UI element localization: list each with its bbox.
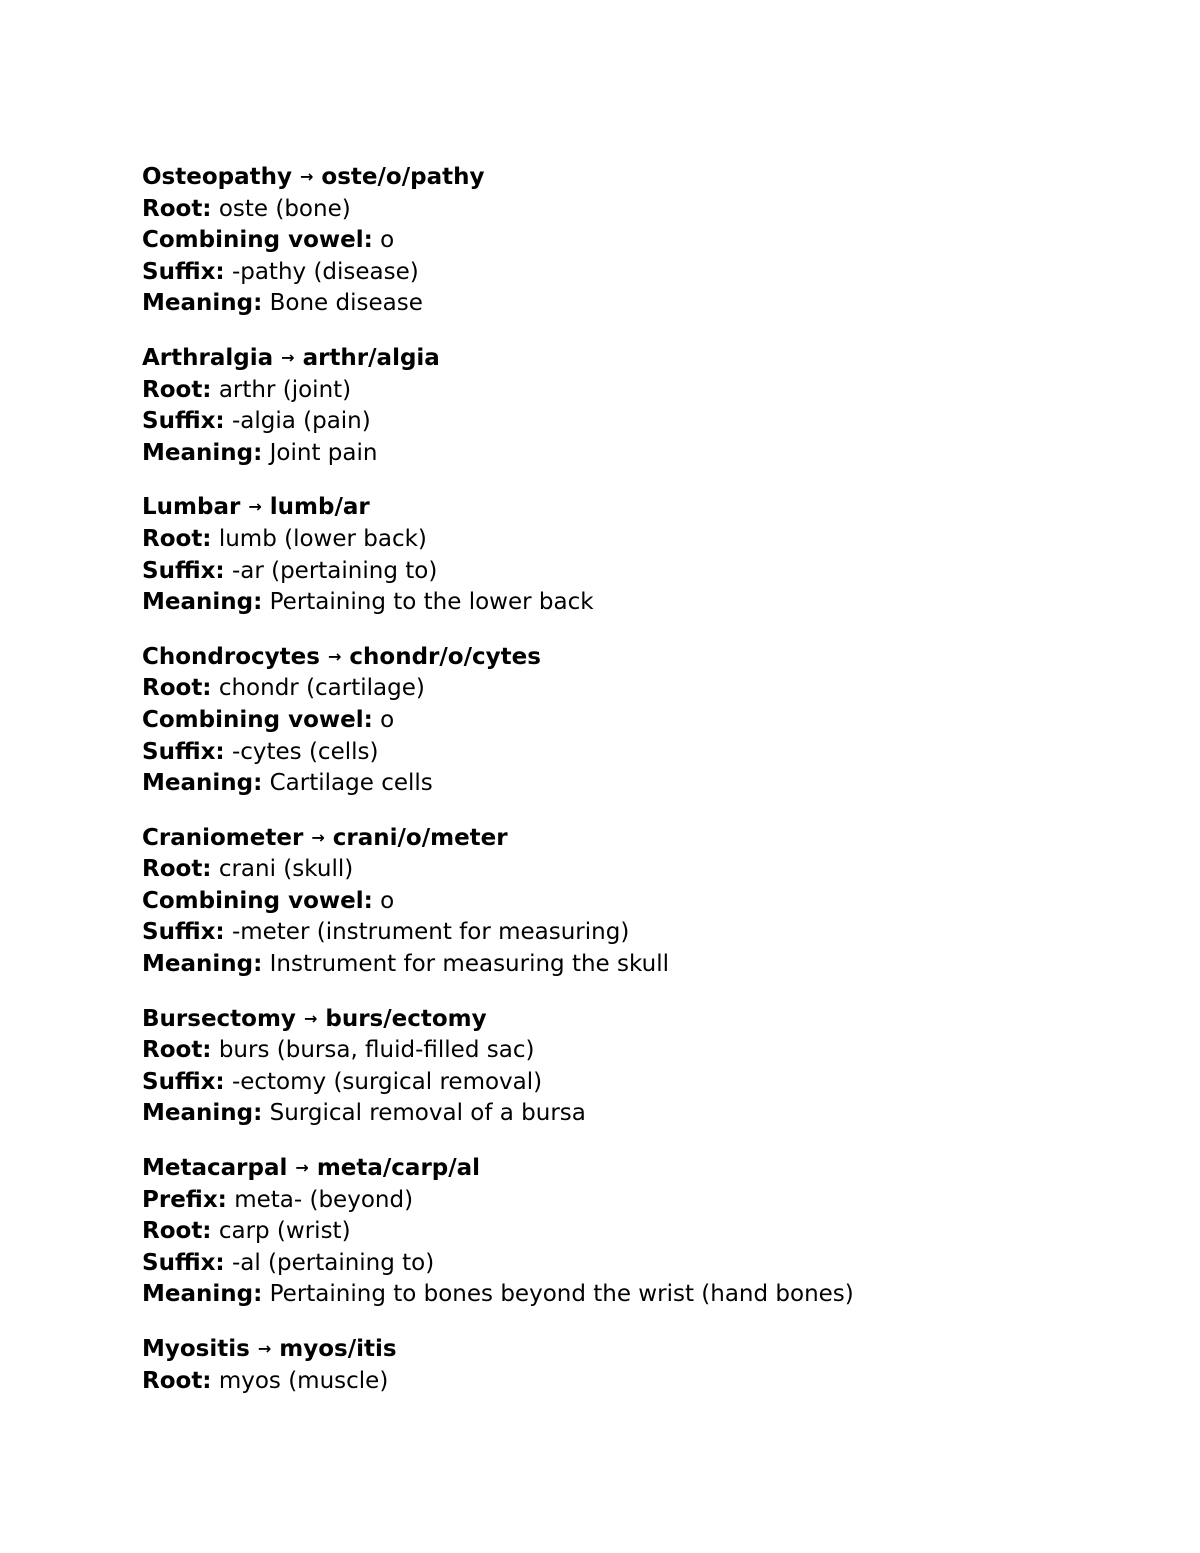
- meaning-line: [142, 1098, 1122, 1130]
- suffix-label: Suffix:: [142, 738, 225, 765]
- meaning-line: [142, 288, 1122, 320]
- meaning-label: Meaning:: [142, 589, 263, 616]
- root-label: Root:: [142, 1218, 212, 1245]
- meaning-value: Cartilage cells: [269, 770, 433, 797]
- combining-vowel-value: o: [380, 706, 395, 733]
- term-heading: [142, 642, 1122, 674]
- meaning-value: Pertaining to the lower back: [269, 589, 594, 616]
- term-name: Chondrocytes: [142, 643, 320, 670]
- suffix-value: -algia (pain): [231, 408, 371, 435]
- arrow-icon: →: [300, 167, 314, 186]
- meaning-label: Meaning:: [142, 290, 263, 317]
- suffix-line: [142, 406, 1122, 438]
- root-label: Root:: [142, 376, 212, 403]
- combining-vowel-label: Combining vowel:: [142, 887, 373, 914]
- combining-vowel-value: o: [380, 887, 395, 914]
- root-line: [142, 1216, 1122, 1248]
- root-label: Root:: [142, 195, 212, 222]
- term-entry-osteopathy: [142, 162, 1122, 320]
- term-heading: [142, 1153, 1122, 1185]
- suffix-line: [142, 737, 1122, 769]
- term-breakdown: chondr/o/cytes: [349, 643, 541, 670]
- root-label: Root:: [142, 1037, 212, 1064]
- meaning-value: Pertaining to bones beyond the wrist (hand bones): [269, 1281, 854, 1308]
- root-value: oste (bone): [218, 195, 351, 222]
- term-heading: [142, 823, 1122, 855]
- meaning-line: [142, 949, 1122, 981]
- combining-vowel-line: [142, 886, 1122, 918]
- document-body: [142, 162, 1122, 1420]
- meaning-value: Joint pain: [269, 439, 378, 466]
- arrow-icon: →: [295, 1158, 309, 1178]
- suffix-label: Suffix:: [142, 557, 225, 584]
- root-value: burs (bursa, fluid-filled sac): [218, 1037, 535, 1064]
- meaning-line: [142, 587, 1122, 619]
- term-name: Metacarpal: [142, 1155, 288, 1182]
- term-breakdown: crani/o/meter: [332, 824, 508, 851]
- meaning-value: Instrument for measuring the skull: [269, 951, 669, 978]
- term-name: Craniometer: [142, 824, 304, 851]
- suffix-label: Suffix:: [142, 919, 225, 946]
- arrow-icon: →: [281, 347, 295, 367]
- term-heading: [142, 1334, 1122, 1366]
- root-value: lumb (lower back): [218, 525, 427, 552]
- term-entry-lumbar: [142, 492, 1122, 618]
- arrow-icon: →: [303, 1008, 318, 1028]
- prefix-label: Prefix:: [142, 1186, 227, 1213]
- combining-vowel-label: Combining vowel:: [142, 227, 373, 254]
- combining-vowel-value: o: [380, 227, 395, 254]
- suffix-line: [142, 257, 1122, 289]
- term-heading: [142, 492, 1122, 524]
- term-entry-myositis: [142, 1334, 1122, 1397]
- root-value: chondr (cartilage): [218, 675, 425, 702]
- suffix-value: -cytes (cells): [231, 738, 379, 765]
- term-heading: [142, 1004, 1122, 1036]
- suffix-label: Suffix:: [142, 408, 225, 435]
- term-heading: [142, 162, 1122, 194]
- term-entry-arthralgia: [142, 343, 1122, 469]
- root-line: [142, 524, 1122, 556]
- suffix-label: Suffix:: [142, 258, 225, 285]
- term-entry-metacarpal: [142, 1153, 1122, 1311]
- root-value: myos (muscle): [218, 1367, 389, 1394]
- term-entry-craniometer: [142, 823, 1122, 981]
- combining-vowel-line: [142, 225, 1122, 257]
- root-label: Root:: [142, 675, 212, 702]
- term-breakdown: oste/o/pathy: [321, 164, 485, 190]
- root-line: [142, 375, 1122, 407]
- term-name: Arthralgia: [142, 344, 274, 371]
- term-name: Osteopathy: [142, 164, 292, 190]
- term-entry-chondrocytes: [142, 642, 1122, 800]
- suffix-line: [142, 556, 1122, 588]
- root-label: Root:: [142, 525, 212, 552]
- arrow-icon: →: [311, 827, 325, 847]
- term-breakdown: arthr/algia: [302, 344, 440, 371]
- term-breakdown: lumb/ar: [269, 494, 370, 521]
- suffix-value: -al (pertaining to): [231, 1249, 435, 1276]
- combining-vowel-line: [142, 705, 1122, 737]
- term-breakdown: burs/ectomy: [325, 1005, 487, 1032]
- term-name: Bursectomy: [142, 1005, 296, 1032]
- root-line: [142, 673, 1122, 705]
- root-value: crani (skull): [218, 856, 354, 883]
- term-heading: [142, 343, 1122, 375]
- meaning-label: Meaning:: [142, 1100, 263, 1127]
- arrow-icon: →: [257, 1339, 272, 1358]
- prefix-line: [142, 1185, 1122, 1217]
- suffix-label: Suffix:: [142, 1249, 225, 1276]
- meaning-line: [142, 768, 1122, 800]
- prefix-value: meta- (beyond): [234, 1186, 414, 1213]
- term-breakdown: meta/carp/al: [316, 1155, 481, 1182]
- meaning-line: [142, 1279, 1122, 1311]
- meaning-label: Meaning:: [142, 1281, 263, 1308]
- suffix-value: -meter (instrument for measuring): [231, 919, 630, 946]
- term-breakdown: myos/itis: [279, 1336, 397, 1362]
- arrow-icon: →: [248, 497, 262, 517]
- meaning-line: [142, 438, 1122, 470]
- root-line: [142, 194, 1122, 226]
- suffix-value: -ectomy (surgical removal): [231, 1068, 543, 1095]
- suffix-value: -pathy (disease): [231, 258, 419, 285]
- meaning-label: Meaning:: [142, 439, 263, 466]
- suffix-line: [142, 1248, 1122, 1280]
- term-name: Myositis: [142, 1336, 250, 1362]
- meaning-value: Bone disease: [269, 290, 423, 317]
- suffix-label: Suffix:: [142, 1068, 225, 1095]
- suffix-value: -ar (pertaining to): [231, 557, 438, 584]
- combining-vowel-label: Combining vowel:: [142, 706, 373, 733]
- arrow-icon: →: [327, 646, 342, 666]
- root-label: Root:: [142, 1367, 212, 1394]
- root-value: carp (wrist): [218, 1218, 351, 1245]
- suffix-line: [142, 1067, 1122, 1099]
- term-entry-bursectomy: [142, 1004, 1122, 1130]
- root-value: arthr (joint): [218, 376, 352, 403]
- root-line: [142, 1366, 1122, 1398]
- term-name: Lumbar: [142, 494, 241, 521]
- root-line: [142, 1035, 1122, 1067]
- meaning-value: Surgical removal of a bursa: [269, 1100, 586, 1127]
- meaning-label: Meaning:: [142, 951, 263, 978]
- root-line: [142, 854, 1122, 886]
- root-label: Root:: [142, 856, 212, 883]
- suffix-line: [142, 917, 1122, 949]
- meaning-label: Meaning:: [142, 770, 263, 797]
